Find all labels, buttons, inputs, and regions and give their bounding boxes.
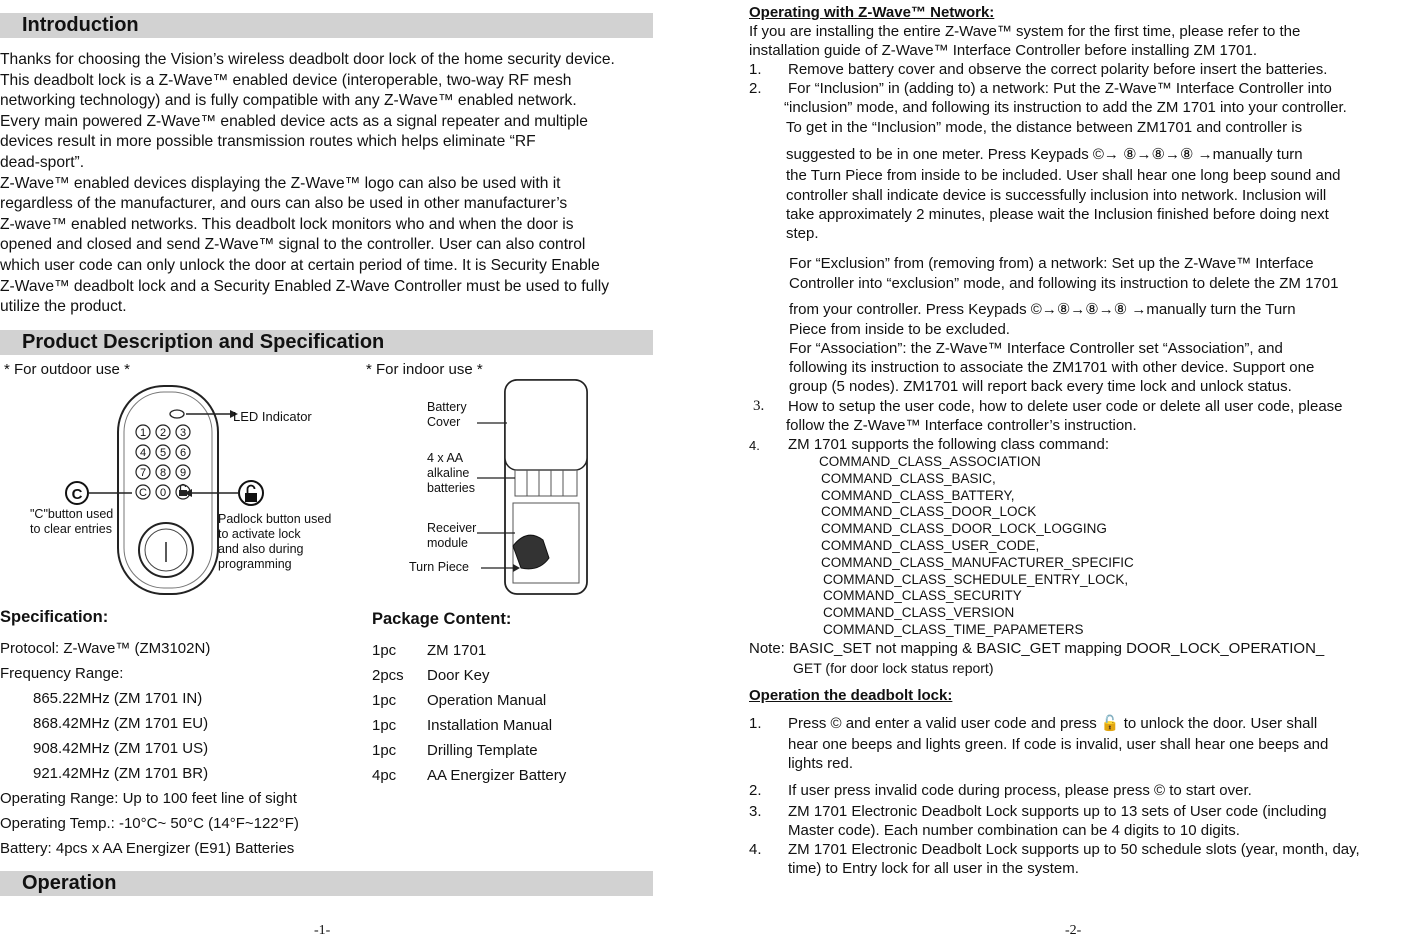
indoor-use-label: * For indoor use *	[366, 361, 483, 378]
step-number: 1.	[749, 61, 762, 78]
command-class: COMMAND_CLASS_ASSOCIATION	[819, 454, 1041, 469]
step-text: controller shall indicate device is successfully inclusion into network. Inclusion will	[786, 187, 1327, 204]
key-7: 7	[139, 467, 147, 479]
step-number: 4.	[749, 841, 762, 858]
page-number-left: -1-	[314, 923, 331, 938]
exclusion-text: Controller into “exclusion” mode, and following its instruction to delete the ZM 1701	[789, 275, 1339, 292]
step-number: 3.	[753, 398, 765, 414]
step-number: 1.	[749, 715, 762, 732]
spec-operating-range: Operating Range: Up to 100 feet line of sight	[0, 790, 297, 807]
package-qty: 1pc	[372, 717, 397, 734]
padlock-button-icon	[239, 481, 263, 505]
label-line: and also during	[218, 542, 304, 556]
label-line: Cover	[427, 415, 461, 429]
step-text: ZM 1701 Electronic Deadbolt Lock supports up to 50 schedule slots (year, month, day,	[788, 841, 1360, 858]
label-line: "C"button used	[30, 507, 114, 521]
package-item	[372, 741, 538, 762]
package-name: Operation Manual	[427, 692, 547, 709]
text-line: Z-Wave™ deadbolt lock and a Security Enabled Z-Wave Controller must be used to fully	[0, 277, 610, 295]
text-line: Z-wave™ enabled networks. This deadbolt lock monitors who and when the door is	[0, 215, 574, 233]
svg-text:C: C	[71, 486, 83, 503]
label-line: alkaline	[427, 466, 470, 480]
step-text: Remove battery cover and observe the correct polarity before insert the batteries.	[788, 61, 1328, 78]
key-6: 6	[179, 447, 187, 459]
package-item	[372, 716, 552, 737]
text-line: installation guide of Z-Wave™ Interface Controller before installing ZM 1701.	[749, 42, 1258, 59]
key-2: 2	[159, 427, 167, 439]
spec-operating-temp: Operating Temp.: -10°C~ 50°C (14°F~122°F)	[0, 815, 299, 832]
text-line: This deadbolt lock is a Z-Wave™ enabled device (interoperable, two-way RF mesh	[0, 71, 572, 89]
text-line: Every main powered Z-Wave™ enabled device acts as a signal repeater and multiple	[0, 112, 588, 130]
step-text: the Turn Piece from inside to be included. User shall hear one long beep sound and	[786, 167, 1341, 184]
label-line: programming	[218, 557, 292, 571]
step-text: suggested to be in one meter. Press Keypads ©→ ⑧→⑧→⑧ →manually turn	[786, 146, 1303, 163]
spec-protocol: Protocol: Z-Wave™ (ZM3102N)	[0, 640, 211, 657]
text-line: regardless of the manufacturer, and ours can also be used in other manufacturer’s	[0, 195, 568, 213]
c-button-icon	[66, 482, 88, 504]
led-indicator-label: LED Indicator	[233, 409, 312, 424]
text-line: opened and closed and send Z-Wave™ signal to the controller. User can also control	[0, 236, 586, 254]
section-title: Operation	[22, 872, 117, 894]
outdoor-use-label: * For outdoor use *	[4, 361, 130, 378]
text-line: If you are installing the entire Z-Wave™ system for the first time, please refer to the	[749, 23, 1301, 40]
package-name: AA Energizer Battery	[427, 767, 567, 784]
section-bar-product	[0, 330, 653, 355]
text-line: Z-Wave™ enabled devices displaying the Z-Wave™ logo can also be used with it	[0, 174, 561, 192]
command-class: COMMAND_CLASS_DOOR_LOCK	[821, 504, 1037, 519]
key-1: 1	[139, 427, 147, 439]
spec-frequency: 921.42MHz (ZM 1701 BR)	[33, 765, 209, 782]
key-8: 8	[159, 467, 167, 479]
batteries-label	[427, 451, 475, 496]
text-line: networking technology) and is fully compatible with any Z-Wave™ enabled network.	[0, 92, 577, 110]
note-line: Note: BASIC_SET not mapping & BASIC_GET mapping DOOR_LOCK_OPERATION_	[749, 640, 1325, 657]
spec-frequency: 868.42MHz (ZM 1701 EU)	[33, 715, 209, 732]
step-text: Press © and enter a valid user code and press 🔓 to unlock the door. User shall	[788, 715, 1318, 732]
step-number: 2.	[749, 80, 762, 97]
package-qty: 1pc	[372, 742, 397, 759]
text-line: devices result in more possible transmission routes which helps eliminate “RF	[0, 133, 536, 151]
exclusion-text: For “Exclusion” from (removing from) a network: Set up the Z-Wave™ Interface	[789, 255, 1314, 272]
specification-title: Specification:	[0, 608, 109, 626]
label-line: batteries	[427, 481, 475, 495]
step-text: ZM 1701 Electronic Deadbolt Lock supports up to 13 sets of User code (including	[788, 803, 1327, 820]
command-class: COMMAND_CLASS_SECURITY	[823, 588, 1022, 603]
key-3: 3	[179, 427, 187, 439]
step-text: take approximately 2 minutes, please wait the Inclusion finished before doing next	[786, 206, 1329, 223]
outdoor-lock-illustration	[20, 380, 350, 600]
command-class: COMMAND_CLASS_DOOR_LOCK_LOGGING	[821, 521, 1107, 536]
package-qty: 1pc	[372, 642, 397, 659]
step-text: ZM 1701 supports the following class command:	[788, 436, 1109, 453]
section-bar-introduction	[0, 13, 653, 38]
deadbolt-heading: Operation the deadbolt lock:	[749, 687, 953, 704]
section-bar-operation	[0, 871, 653, 896]
text-line: utilize the product.	[0, 298, 127, 316]
association-text: following its instruction to associate the ZM1701 with other device. Support one	[789, 359, 1315, 376]
key-0: 0	[159, 487, 167, 499]
right-page	[749, 0, 1416, 936]
package-qty: 4pc	[372, 767, 397, 784]
section-title: Product Description and Specification	[22, 331, 385, 353]
section-title: Introduction	[22, 14, 139, 36]
package-name: Door Key	[427, 667, 490, 684]
command-class: COMMAND_CLASS_SCHEDULE_ENTRY_LOCK,	[823, 572, 1129, 587]
spec-frequency: 865.22MHz (ZM 1701 IN)	[33, 690, 203, 707]
step-number: 4.	[749, 438, 760, 453]
association-text: group (5 nodes). ZM1701 will report back every time lock and unlock status.	[789, 378, 1292, 395]
key-4: 4	[139, 447, 147, 459]
label-line: 4 x AA	[427, 451, 464, 465]
zwave-network-heading: Operating with Z-Wave™ Network:	[749, 4, 995, 21]
step-text: follow the Z-Wave™ Interface controller’s instruction.	[786, 417, 1137, 434]
label-line: to clear entries	[30, 522, 112, 536]
key-5: 5	[159, 447, 167, 459]
battery-cover-label	[427, 400, 467, 430]
step-text: If user press invalid code during process, please press © to start over.	[788, 782, 1252, 799]
step-text: hear one beeps and lights green. If code is invalid, user shall hear one beeps and	[788, 736, 1329, 753]
key-9: 9	[179, 467, 187, 479]
text-line: Thanks for choosing the Vision’s wireless deadbolt door lock of the home security device.	[0, 51, 615, 68]
package-item	[372, 641, 486, 662]
text-line: which user code can only unlock the door at certain period of time. It is Security Enable	[0, 256, 600, 274]
package-content-title: Package Content:	[372, 610, 512, 628]
package-item	[372, 766, 566, 787]
command-class: COMMAND_CLASS_VERSION	[823, 605, 1015, 620]
label-line: Padlock button used	[218, 512, 332, 526]
receiver-module-label	[427, 521, 476, 551]
step-text: Master code). Each number combination can be 4 digits to 10 digits.	[788, 822, 1240, 839]
note-line: GET (for door lock status report)	[793, 660, 994, 676]
spec-frequency: 908.42MHz (ZM 1701 US)	[33, 740, 209, 757]
command-class: COMMAND_CLASS_MANUFACTURER_SPECIFIC	[821, 555, 1134, 570]
left-page	[0, 0, 655, 936]
c-button-label	[30, 507, 113, 537]
step-text: “inclusion” mode, and following its instruction to add the ZM 1701 into your controller.	[784, 99, 1347, 116]
text-line: dead-sport”.	[0, 153, 85, 171]
label-line: to activate lock	[218, 527, 301, 541]
command-class: COMMAND_CLASS_USER_CODE,	[821, 538, 1040, 553]
turn-piece-label: Turn Piece	[409, 560, 469, 574]
key-c: C	[139, 487, 147, 499]
page-number-right: -2-	[1065, 923, 1082, 938]
exclusion-text: from your controller. Press Keypads ©→⑧→⑧→⑧ →manually turn the Turn	[789, 301, 1296, 318]
label-line: module	[427, 536, 468, 550]
package-item	[372, 691, 546, 712]
package-item	[372, 666, 490, 687]
label-line: Battery	[427, 400, 467, 414]
step-text: How to setup the user code, how to delete user code or delete all user code, please	[788, 398, 1343, 415]
command-class: COMMAND_CLASS_BASIC,	[821, 471, 996, 486]
intro-paragraph	[0, 50, 660, 318]
step-text: lights red.	[788, 755, 854, 772]
package-name: Drilling Template	[427, 742, 538, 759]
package-name: ZM 1701	[427, 642, 487, 659]
command-class: COMMAND_CLASS_BATTERY,	[821, 488, 1015, 503]
spec-frequency-title: Frequency Range:	[0, 665, 124, 682]
spec-battery: Battery: 4pcs x AA Energizer (E91) Batteries	[0, 840, 295, 857]
padlock-button-label	[218, 512, 331, 572]
step-number: 3.	[749, 803, 762, 820]
label-line: Receiver	[427, 521, 477, 535]
step-text: To get in the “Inclusion” mode, the distance between ZM1701 and controller is	[786, 119, 1303, 136]
command-class: COMMAND_CLASS_TIME_PAPAMETERS	[823, 622, 1084, 637]
step-text: step.	[786, 225, 819, 242]
association-text: For “Association”: the Z-Wave™ Interface Controller set “Association”, and	[789, 340, 1283, 357]
package-qty: 2pcs	[372, 667, 404, 684]
step-number: 2.	[749, 782, 762, 799]
step-text: For “Inclusion” in (adding to) a network: Put the Z-Wave™ Interface Controller into	[788, 80, 1332, 97]
package-name: Installation Manual	[427, 717, 553, 734]
exclusion-text: Piece from inside to be excluded.	[789, 321, 1010, 338]
package-qty: 1pc	[372, 692, 397, 709]
indoor-lock-illustration	[405, 378, 595, 600]
step-text: time) to Entry lock for all user in the system.	[788, 860, 1079, 877]
